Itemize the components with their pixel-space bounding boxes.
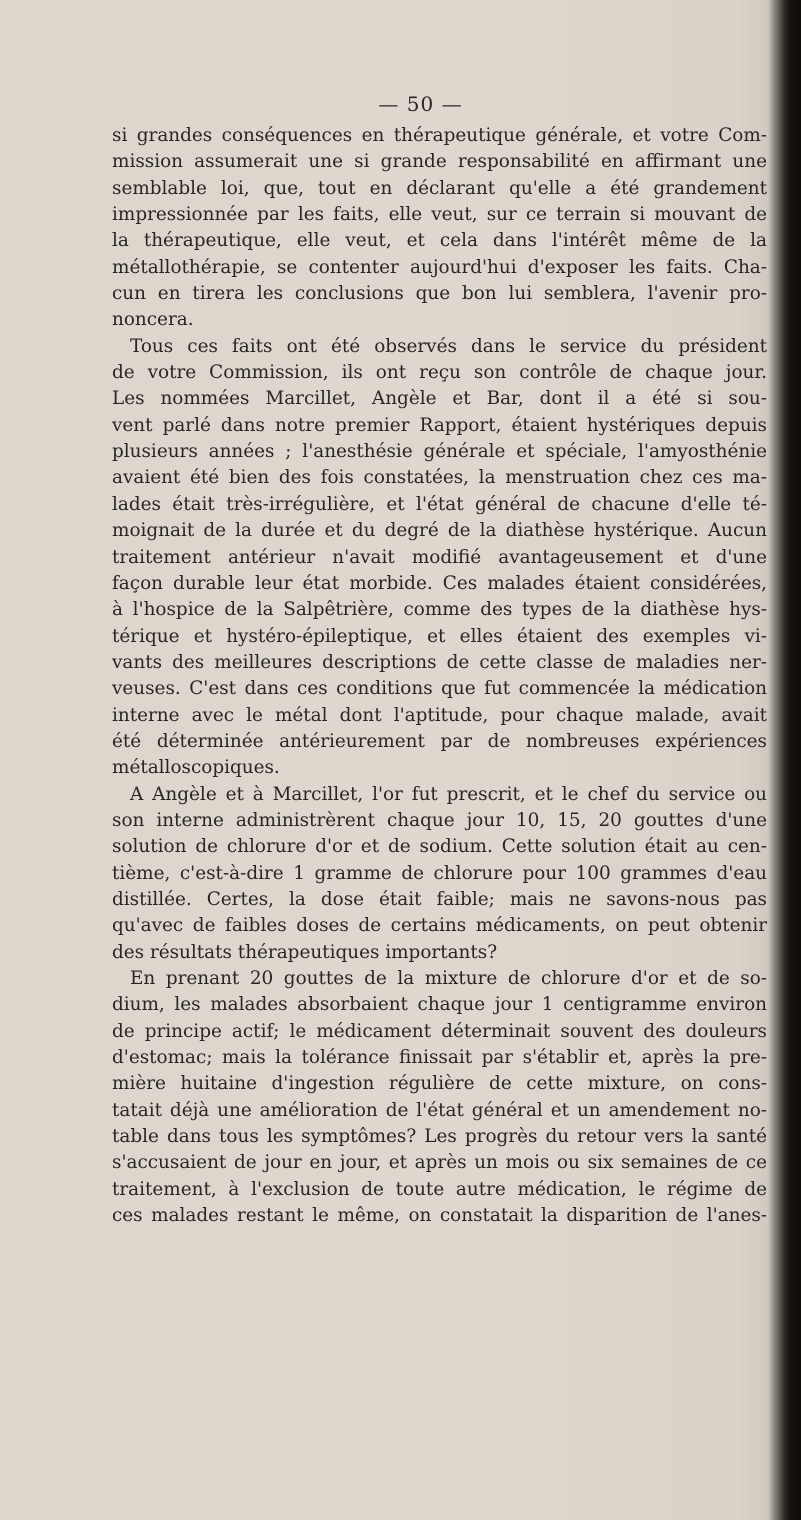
text-line: été déterminée antérieurement par de nombreuses expériences (112, 730, 767, 752)
text-line: tatait déjà une amélioration de l'état général et un amendement no- (112, 1099, 767, 1121)
text-line: Tous ces faits ont été observés dans le service du président (130, 335, 767, 357)
text-line: impressionnée par les faits, elle veut, sur ce terrain si mouvant de (112, 204, 767, 226)
text-line: veuses. C'est dans ces conditions que fut commencée la médication (112, 678, 767, 700)
text-line: à l'hospice de la Salpêtrière, comme des types de la diathèse hys- (112, 599, 767, 621)
text-line: ces malades restant le même, on constatait la disparition de l'anes- (112, 1205, 767, 1227)
text-line: interne avec le métal dont l'aptitude, pour chaque malade, avait (112, 704, 767, 726)
page-number: — 50 — (378, 92, 463, 116)
text-line: mière huitaine d'ingestion régulière de cette mixture, on cons- (112, 1073, 767, 1095)
text-line: Les nommées Marcillet, Angèle et Bar, dont il a été si sou- (112, 388, 767, 410)
text-line: dium, les malades absorbaient chaque jour 1 centigramme environ (112, 994, 767, 1016)
text-line: qu'avec de faibles doses de certains médicaments, on peut obtenir (112, 915, 767, 937)
text-line: semblable loi, que, tout en déclarant qu'elle a été grandement (112, 177, 767, 199)
book-spine-shadow (767, 0, 801, 1520)
text-line: façon durable leur état morbide. Ces malades étaient considérées, (112, 572, 767, 594)
text-line: la thérapeutique, elle veut, et cela dans l'intérêt même de la (112, 230, 767, 252)
text-line: métallothérapie, se contenter aujourd'hui d'exposer les faits. Cha- (112, 256, 767, 278)
text-line: d'estomac; mais la tolérance finissait par s'établir et, après la pre- (112, 1047, 767, 1069)
body-text (112, 123, 767, 1229)
text-line: vent parlé dans notre premier Rapport, étaient hystériques depuis (112, 414, 767, 436)
text-line: tième, c'est-à-dire 1 gramme de chlorure pour 100 grammes d'eau (112, 862, 767, 884)
text-line: plusieurs années ; l'anesthésie générale et spéciale, l'amyosthénie (112, 441, 767, 463)
text-line: de principe actif; le médicament déterminait souvent des douleurs (112, 1020, 767, 1042)
text-line: de votre Commission, ils ont reçu son contrôle de chaque jour. (112, 362, 767, 384)
text-line: mission assumerait une si grande responsabilité en affirmant une (112, 151, 767, 173)
text-line: métalloscopiques. (112, 757, 280, 779)
text-line: traitement antérieur n'avait modifié avantageusement et d'une (112, 546, 767, 568)
text-line: s'accusaient de jour en jour, et après un mois ou six semaines de ce (112, 1152, 767, 1174)
text-line: son interne administrèrent chaque jour 10, 15, 20 gouttes d'une (112, 809, 767, 831)
text-line: traitement, à l'exclusion de toute autre médication, le régime de (112, 1178, 767, 1200)
text-line: solution de chlorure d'or et de sodium. Cette solution était au cen- (112, 836, 767, 858)
text-line: moignait de la durée et du degré de la diathèse hystérique. Aucun (112, 520, 767, 542)
text-line: vants des meilleures descriptions de cette classe de maladies ner- (112, 651, 767, 673)
text-line: lades était très-irrégulière, et l'état général de chacune d'elle té- (112, 493, 767, 515)
text-line: noncera. (112, 309, 194, 331)
text-line: En prenant 20 gouttes de la mixture de chlorure d'or et de so- (130, 968, 767, 989)
text-line: avaient été bien des fois constatées, la menstruation chez ces ma- (112, 467, 767, 489)
text-line: table dans tous les symptômes? Les progrès du retour vers la santé (112, 1126, 767, 1148)
text-line: si grandes conséquences en thérapeutique générale, et votre Com- (112, 125, 767, 146)
text-line: térique et hystéro-épileptique, et elles étaient des exemples vi- (112, 625, 767, 647)
text-line: des résultats thérapeutiques importants? (112, 941, 498, 963)
text-line: distillée. Certes, la dose était faible; mais ne savons-nous pas (112, 888, 767, 910)
text-line: cun en tirera les conclusions que bon lui semblera, l'avenir pro- (112, 283, 767, 305)
text-line: A Angèle et à Marcillet, l'or fut prescrit, et le chef du service ou (130, 783, 767, 805)
